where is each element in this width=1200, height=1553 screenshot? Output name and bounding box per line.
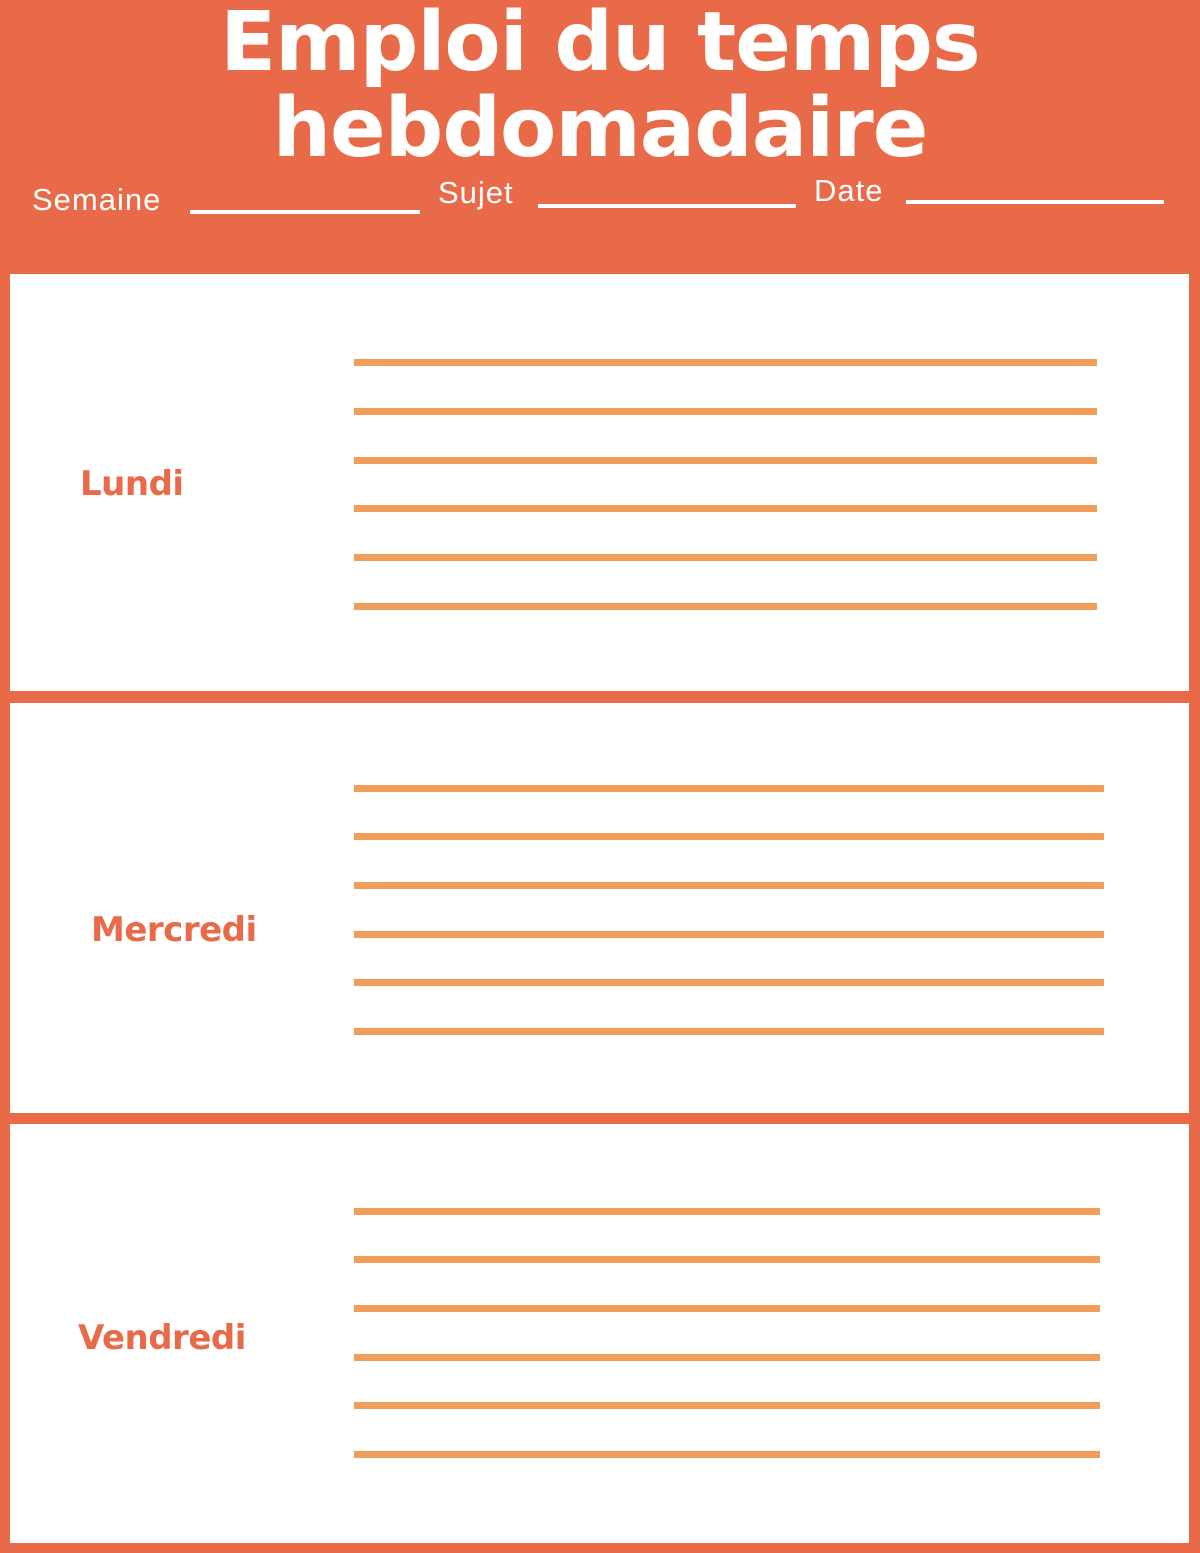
- page-title-line-2: hebdomadaire: [272, 81, 928, 176]
- subject-field-label: Sujet: [438, 175, 514, 210]
- day-label-wednesday: Mercredi: [91, 910, 257, 950]
- writing-line[interactable]: [354, 554, 1097, 561]
- writing-line[interactable]: [354, 1256, 1100, 1263]
- day-panel-monday: [10, 274, 1189, 691]
- day-panel-wednesday: [10, 703, 1189, 1113]
- writing-line[interactable]: [354, 931, 1104, 938]
- writing-line[interactable]: [354, 1208, 1100, 1215]
- writing-line[interactable]: [354, 603, 1097, 610]
- day-label-monday: Lundi: [80, 464, 184, 504]
- date-field-line[interactable]: [906, 200, 1164, 204]
- day-label-friday: Vendredi: [78, 1318, 246, 1358]
- day-panel-friday: [10, 1124, 1189, 1543]
- writing-line[interactable]: [354, 1305, 1100, 1312]
- date-field-label: Date: [814, 173, 884, 208]
- page-title-line-1: Emploi du temps: [220, 0, 980, 90]
- writing-line[interactable]: [354, 408, 1097, 415]
- week-field-line[interactable]: [190, 210, 420, 214]
- writing-line[interactable]: [354, 505, 1097, 512]
- writing-line[interactable]: [354, 1354, 1100, 1361]
- writing-line[interactable]: [354, 785, 1104, 792]
- writing-line[interactable]: [354, 1451, 1100, 1458]
- writing-line[interactable]: [354, 359, 1097, 366]
- writing-line[interactable]: [354, 882, 1104, 889]
- writing-line[interactable]: [354, 1402, 1100, 1409]
- writing-line[interactable]: [354, 979, 1104, 986]
- writing-line[interactable]: [354, 1028, 1104, 1035]
- writing-line[interactable]: [354, 457, 1097, 464]
- subject-field-line[interactable]: [538, 204, 796, 208]
- writing-line[interactable]: [354, 833, 1104, 840]
- week-field-label: Semaine: [32, 182, 162, 217]
